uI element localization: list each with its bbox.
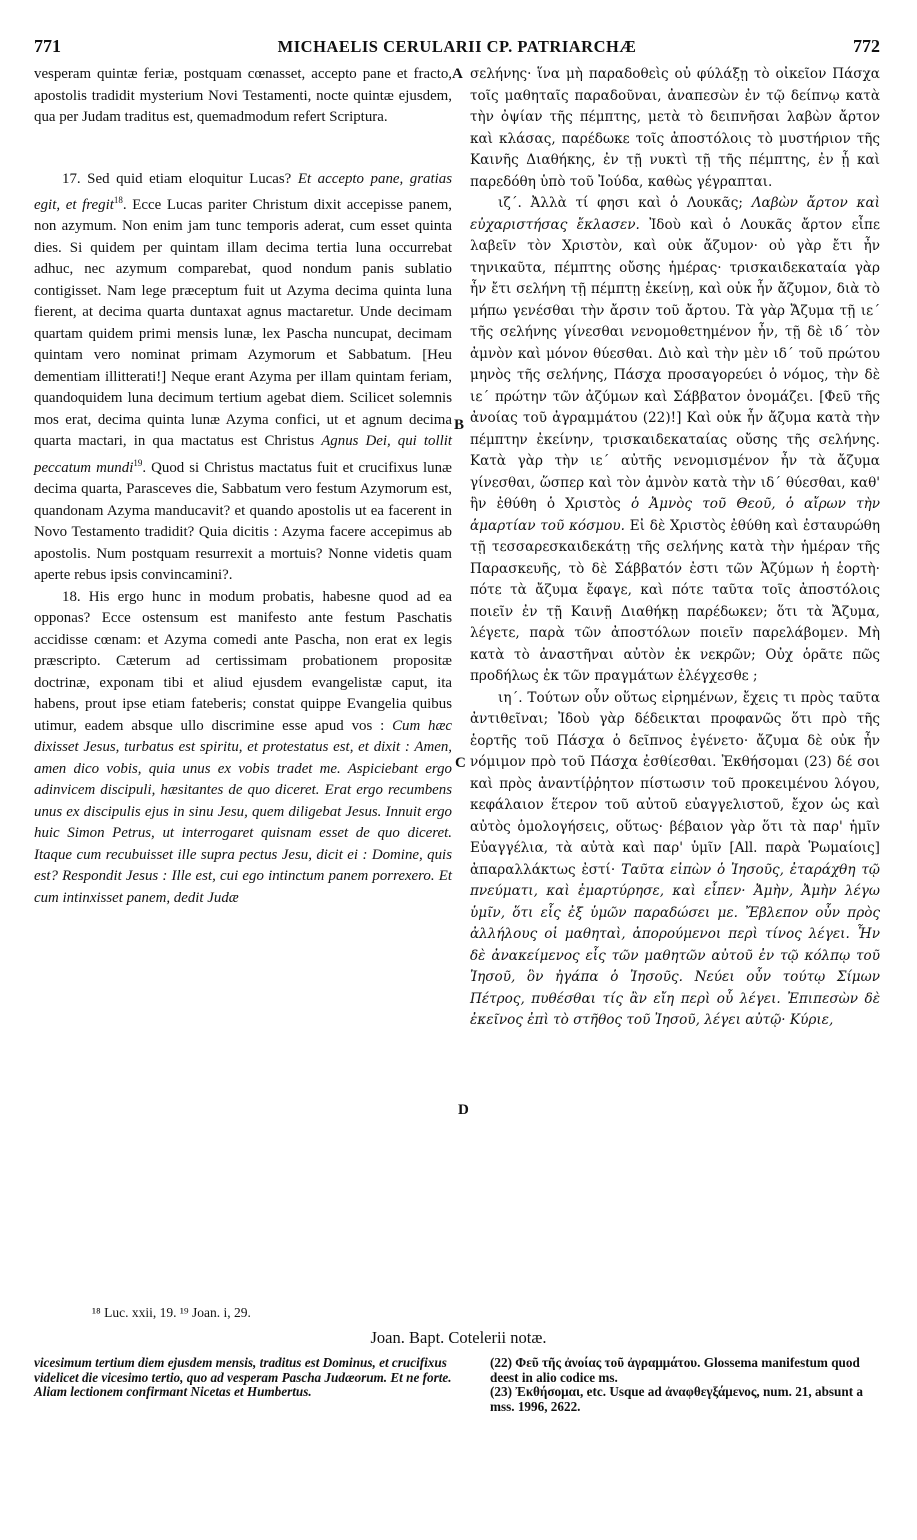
notes-right bbox=[490, 1356, 880, 1414]
running-title: MICHAELIS CERULARII CP. PATRIARCHÆ bbox=[277, 37, 637, 56]
latin-paragraph-18: 18. His ergo hunc in modum probatis, habesne quod ad ea opponas? Ecce ostensum est manifesto ante festum Paschatis accidisse cœnam: et Azyma comedi ante Pascha, non erat ex legis præscripto. Cæterum ad certissimam probationem propositæ doctrinæ, exponam tibi et aliud ejusdem evangelistæ caput, ita habens, prout ipse etiam fateberis; constat quippe Evangelia quibus utimur, eadem absque ullo discrimine esse apud vos : Cum hæc dixisset Jesus, turbatus est spiritu, et protestatus est, et dixit : Amen, amen dico vobis, quia unus ex vobis tradet me. Aspiciebant ergo adinvicem discipuli, hæsitantes de quo diceret. Erat ergo recumbens unus ex discipulis ejus in sinu Jesu, quem diligebat Jesus. Innuit ergo huic Simon Petrus, ut interrogaret quisnam esset de quo diceret. Itaque cum recubuisset ille supra pectus Jesu, dicit ei : Domine, quis est? Respondit Jesus : Ille est, cui ego intinctum panem porrexero. Et cum intinxisset panem, dedit Judæ bbox=[34, 588, 453, 906]
margin-letter-b: B bbox=[454, 417, 465, 433]
note-23: (23) Ἐκθήσομαι, etc. Usque ad ἀναφθεγξάμενος, num. 21, absunt a mss. 1996, 2622. bbox=[490, 1384, 864, 1414]
page-number-left: 771 bbox=[34, 36, 61, 56]
notes-heading: Joan. Bapt. Cotelerii notæ. bbox=[370, 1328, 547, 1347]
greek-paragraph-18: ιη΄. Τούτων οὖν οὕτως εἰρημένων, ἔχεις τι πρὸς ταῦτα ἀντιθεῖναι; Ἰδοὺ γὰρ δέδεικται προφανῶς ὅτι πρὸ τῆς ἑορτῆς τοῦ Πάσχα ὁ δεῖπνος ἐγένετο· ἄζυμα δὲ οὐκ ἦν νόμιμον πρὸ τοῦ Πάσχα ἐσθίεσθαι. Ἐκθήσομαι (23) δέ σοι καὶ πρὸς ἀναντίῤῥητον πίστωσιν τοῦ προκειμένου λόγου, κεφάλαιον ἕτερον τοῦ αὐτοῦ εὐαγγελιστοῦ, ἔχον ὡς καὶ αὐτὸς ὁμολογήσεις, οὕτως· βέβαιον γὰρ ὅτι τὰ παρ' ἡμῖν Εὐαγγέλια, τὰ αὐτὰ καὶ παρ' ὑμῖν [All. παρὰ Ῥωμαίοις] ἀπαραλλάκτως ἐστί· Ταῦτα εἰπὼν ὁ Ἰησοῦς, ἐταράχθη τῷ πνεύματι, καὶ ἐμαρτύρησε, καὶ εἶπεν· Ἀμὴν, Ἀμὴν λέγω ὑμῖν, ὅτι εἷς ἐξ ὑμῶν παραδώσει με. Ἔβλεπον οὖν πρὸς ἀλλήλους οἱ μαθηταὶ, ἀπορούμενοι περὶ τίνος λέγει. Ἦν δὲ ἀνακείμενος εἷς τῶν μαθητῶν αὐτοῦ ἐν τῷ κόλπῳ τοῦ Ἰησοῦ, ὃν ἠγάπα ὁ Ἰησοῦς. Νεύει οὖν τούτῳ Σίμων Πέτρος, πυθέσθαι τίς ἂν εἴη περὶ οὗ λέγει. Ἐπιπεσὼν δὲ ἐκεῖνος ἐπὶ τὸ στῆθος τοῦ Ἰησοῦ, λέγει αὐτῷ· Κύριε, bbox=[470, 689, 880, 1028]
page-number-right: 772 bbox=[853, 36, 880, 56]
note-left-text: vicesimum tertium diem ejusdem mensis, traditus est Dominus, et crucifixus videlicet die vicesimo tertio, quo ad vesperam Pascha Judæorum. Et ne forte. Aliam lectionem confirmant Nicetas et Humbertus. bbox=[34, 1355, 452, 1399]
margin-letter-d: D bbox=[458, 1102, 469, 1118]
page-header bbox=[34, 36, 880, 60]
footnotes: ¹⁸ Luc. xxii, 19. ¹⁹ Joan. i, 29. bbox=[92, 1305, 251, 1320]
margin-letter-c: C bbox=[455, 755, 466, 771]
margin-letter-a: A bbox=[452, 66, 463, 82]
greek-column bbox=[470, 64, 880, 1032]
greek-paragraph-1: σελήνης· ἵνα μὴ παραδοθεὶς οὐ φύλάξῃ τὸ οἰκεῖον Πάσχα τοῖς μαθηταῖς παραδοῦναι, ἀναπεσὼν ἐν τῷ δείπνῳ κατὰ τὴν ὀψίαν τῆς πέμπτης, μετὰ τὸ δειπνῆσαι λαβὼν ἄρτον καὶ κλάσας, παρέδωκε τοῖς ἀποστόλοις τὸ μυστήριον τῆς Καινῆς Διαθήκης, ἐν τῇ νυκτὶ τῇ τῆς πέμπτης, ἐν ᾗ καὶ παρεδόθη ὑπὸ τοῦ Ἰούδα, καθὼς γέγραπται. bbox=[470, 66, 880, 190]
latin-paragraph-17: 17. Sed quid etiam eloquitur Lucas? Et accepto pane, gratias egit, et fregit$^{18}$. Ecce Lucas pariter Christum dixit accepisse panem, non azymum. Non enim jam tunc temporis aderat, cum esset quinta dies. Si quidem per quintam illam decima tertia luna occurrebat adhuc, nec azymum comparebat, quod nondum panis sublatio contigisset. Nam lege præceptum fuit ut Azyma decima quinta luna fierent, at decima quarta duntaxat agnus mactaretur. Unde decimam quartam quidem primi mensis lunæ, lex Pascha nuncupat, decimam quintam vero nominat primam Azymorum et Sabbatum. [Heu dementiam illitterati!] Neque erant Azyma per illam quintam feriam, quandoquidem luna decimum tertium agebat diem. Scilicet solemnis mos erat, decima quinta lunæ Azyma confici, ut et agnum decima quarta mactari, in qua mactatus est Christus Agnus Dei, qui tollit peccatum mundi$^{19}$. Quod si Christus mactatus fuit et crucifixus lunæ decima quarta, Parasceves die, Sabbatum vero festum Azymorum est, quandonam Azyma manducavit? et quando apostolis ut ea facerent in Novo Testamento tradidit? Quia dicitis : Azyma facere accepimus ab apostolis. Num postquam resurrexit a mortuis? Nonne videtis quam aperte rebus ipsis convincamini?. bbox=[34, 170, 452, 584]
note-22: (22) Φεῦ τῆς ἀνοίας τοῦ ἀγραμμάτου. Glossema manifestum quod deest in alio codice ms. bbox=[490, 1355, 860, 1385]
greek-paragraph-17: ιζ΄. Ἀλλὰ τί φησι καὶ ὁ Λουκᾶς; Λαβὼν ἄρτον καὶ εὐχαριστήσας ἔκλασεν. Ἰδοὺ καὶ ὁ Λουκᾶς ἄρτον εἶπε λαβεῖν τὸν Χριστὸν, καὶ οὐκ ἄζυμον· οὐ γὰρ ἔτι ἦν τηνικαῦτα, πέμπτης οὔσης ἡμέρας· τρισκαιδεκαταία γὰρ ἦν ἔτι σελήνη τῇ πέμπτῃ ἐκείνῃ, καὶ οὐκ ἦν ἄζυμον, διὰ τὸ μήπω γενέσθαι τὴν ἄρσιν τοῦ ἄρτου. Τὰ γὰρ Ἄζυμα τῇ ιε΄ τῆς σελήνης γίνεσθαι νενομοθετημένον ἦν, τῇ δὲ ιδ΄ τὸν ἀμνὸν καὶ μόνον θύεσθαι. Διὸ καὶ τὴν μὲν ιδ΄ τοῦ πρώτου μηνὸς τῆς σελήνης, Πάσχα προσαγορεύει ὁ νόμος, τὴν δὲ ιε΄ πρώτην τῶν ἀζύμων καὶ Σάββατον ὀνομάζει. [Φεῦ τῆς ἀνοίας τοῦ ἀγραμμάτου (22)!] Καὶ οὐκ ἦν ἄζυμα κατὰ τὴν πέμπτην ἐκείνην, τρισκαιδεκαταίας οὔσης τῆς σελήνης. Κατὰ γὰρ τὴν ιε΄ αὐτῆς νενομισμένον ἦν τὰ ἄζυμα γίνεσθαι, ὥσπερ καὶ τὸν ἀμνὸν κατὰ τὴν ιδ΄ θύεσθαι, καθ' ἣν ἐθύθη ὁ Χριστὸς ὁ Ἀμνὸς τοῦ Θεοῦ, ὁ αἴρων τὴν ἁμαρτίαν τοῦ κόσμου. Εἰ δὲ Χριστὸς ἐθύθη καὶ ἐσταυρώθη τῇ τεσσαρεσκαιδεκάτῃ τῆς σελήνης κατὰ τὴν ἡμέραν τῆς Παρασκευῆς, τὸ δὲ Σάββατόν ἐστι τῶν Ἀζύμων ἡ ἑορτὴ· πότε τὰ ἄζυμα ἔφαγε, καὶ πότε ταῦτα τοῖς ἀποστόλοις ποιεῖν ἐν τῇ Καινῇ Διαθήκῃ παρέδωκεν; ὅτι τὰ Ἄζυμα, λέγετε, παρὰ τῶν ἀποστόλων ποιεῖν παρελάβομεν. Μὴ κατὰ τὸ ἀναστῆναι αὐτὸν ἐκ νεκρῶν; Οὐχ ὁρᾶτε πῶς προδήλως ἐκ τῶν πραγμάτων ἐλέγχεσθε ; bbox=[470, 195, 881, 684]
latin-column bbox=[34, 64, 452, 909]
latin-paragraph-1: vesperam quintæ feriæ, postquam cœnasset, accepto pane et fracto, apostolis tradidit mysterium Novi Testamenti, nocte quintæ ejusdem, qua per Judam traditus est, quemadmodum refert Scriptura. bbox=[34, 66, 452, 125]
notes-left bbox=[34, 1356, 452, 1400]
